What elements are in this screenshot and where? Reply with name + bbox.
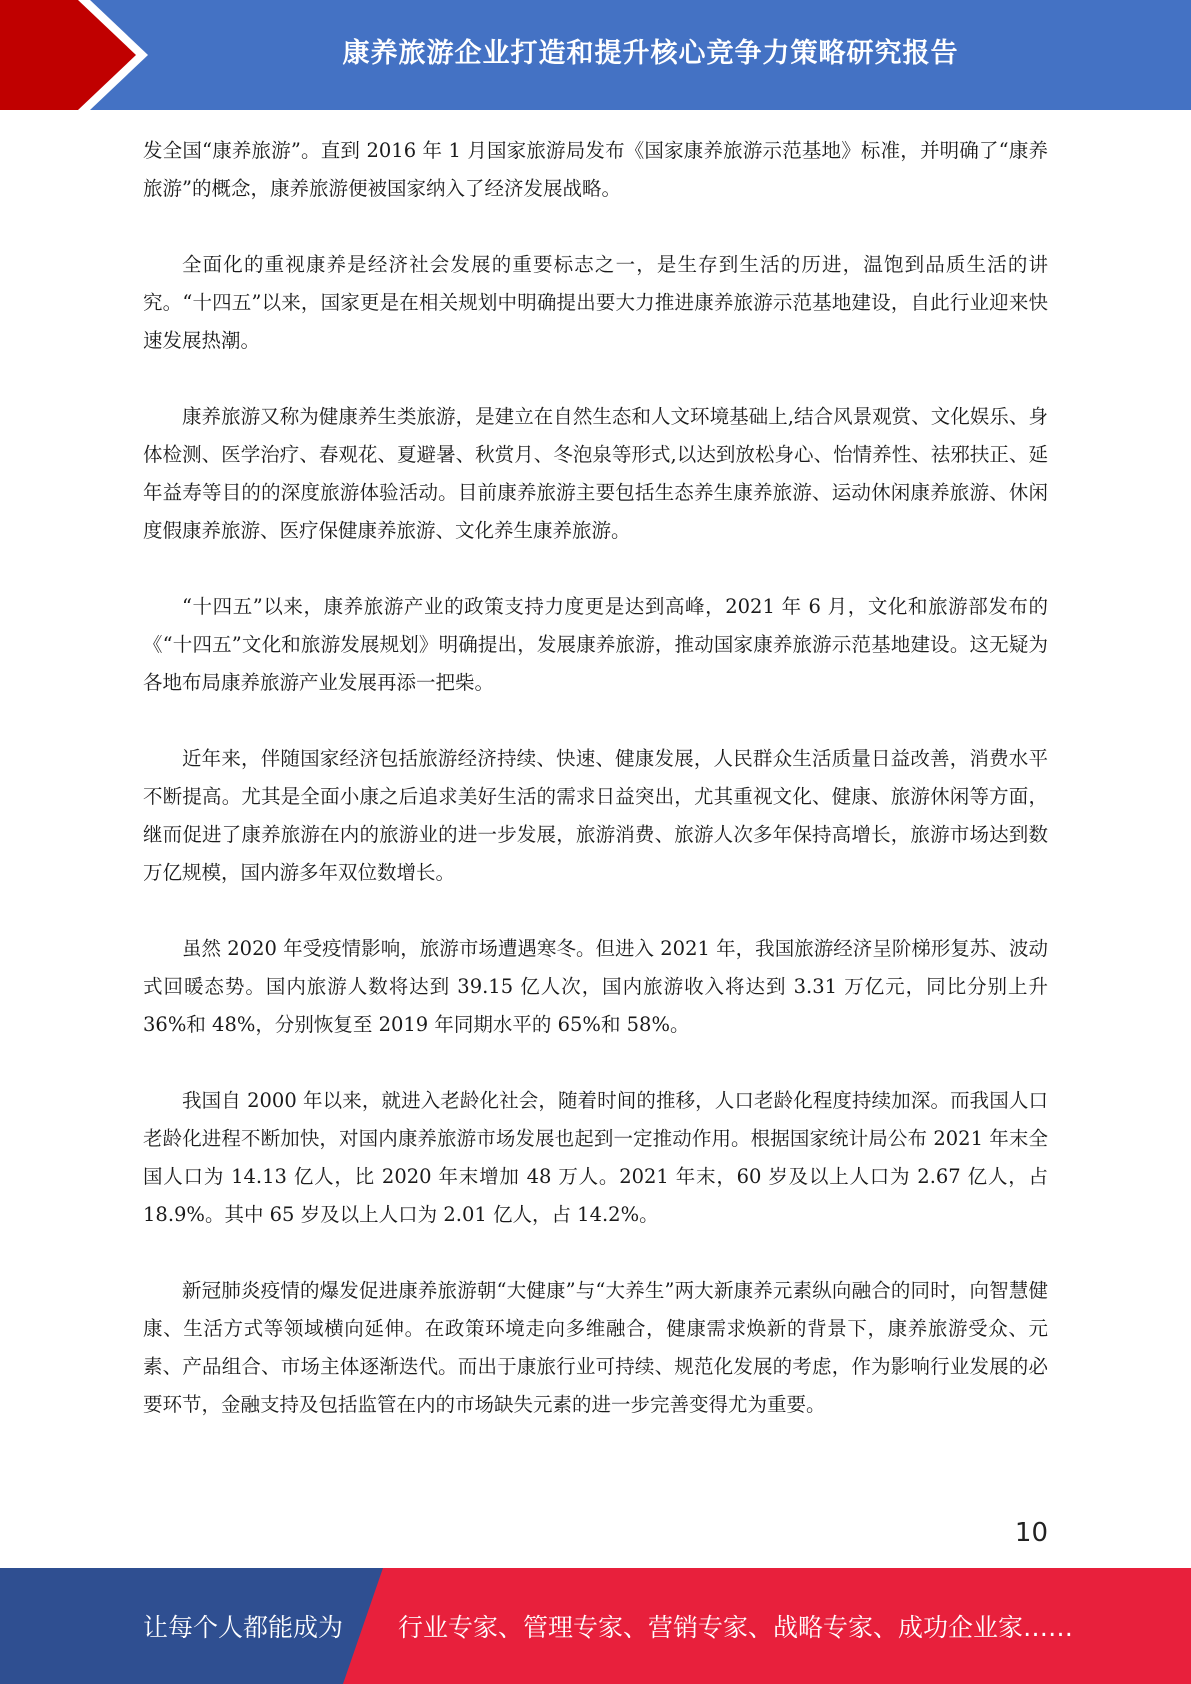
paragraph: 近年来，伴随国家经济包括旅游经济持续、快速、健康发展，人民群众生活质量日益改善，消费水平不断提高。尤其是全面小康之后追求美好生活的需求日益突出，尤其重视文化、健康、旅游休闲等方面，继而促进了康养旅游在内的旅游业的进一步发展，旅游消费、旅游人次多年保持高增长，旅游市场达到数万亿规模，国内游多年双位数增长。 — [143, 747, 1048, 884]
paragraph: 全面化的重视康养是经济社会发展的重要标志之一，是生存到生活的历进，温饱到品质生活的讲究。“十四五”以来，国家更是在相关规划中明确提出要大力推进康养旅游示范基地建设，自此行业迎来快速发展热潮。 — [143, 253, 1048, 352]
paragraph: 发全国“康养旅游”。直到 2016 年 1 月国家旅游局发布《国家康养旅游示范基地》标准，并明确了“康养旅游”的概念，康养旅游便被国家纳入了经济发展战略。 — [143, 139, 1048, 200]
paragraph: “十四五”以来，康养旅游产业的政策支持力度更是达到高峰，2021 年 6 月，文化和旅游部发布的《“十四五”文化和旅游发展规划》明确提出，发展康养旅游，推动国家康养旅游示范基地建设。这无疑为各地布局康养旅游产业发展再添一把柴。 — [143, 595, 1048, 694]
footer-slogan-left: 让每个人都能成为 — [143, 1613, 344, 1642]
paragraph: 康养旅游又称为健康养生类旅游，是建立在自然生态和人文环境基础上,结合风景观赏、文化娱乐、身体检测、医学治疗、春观花、夏避暑、秋赏月、冬泡泉等形式,以达到放松身心、怡情养性、祛邪扶正、延年益寿等目的的深度旅游体验活动。目前康养旅游主要包括生态养生康养旅游、运动休闲康养旅游、休闲度假康养旅游、医疗保健康养旅游、文化养生康养旅游。 — [143, 405, 1048, 542]
page-footer — [0, 1568, 1191, 1684]
report-title: 康养旅游企业打造和提升核心竞争力策略研究报告 — [342, 37, 959, 69]
page-header — [0, 0, 1191, 110]
footer-slogan-right: 行业专家、管理专家、营销专家、战略专家、成功企业家…… — [398, 1613, 1074, 1642]
paragraph: 新冠肺炎疫情的爆发促进康养旅游朝“大健康”与“大养生”两大新康养元素纵向融合的同时，向智慧健康、生活方式等领域横向延伸。在政策环境走向多维融合，健康需求焕新的背景下，康养旅游受众、元素、产品组合、市场主体逐渐迭代。而出于康旅行业可持续、规范化发展的考虑，作为影响行业发展的必要环节，金融支持及包括监管在内的市场缺失元素的进一步完善变得尤为重要。 — [143, 1279, 1048, 1416]
paragraph: 虽然 2020 年受疫情影响，旅游市场遭遇寒冬。但进入 2021 年，我国旅游经济呈阶梯形复苏、波动式回暖态势。国内旅游人数将达到 39.15 亿人次，国内旅游收入将达到 3.31 万亿元，同比分别上升 36%和 48%，分别恢复至 2019 年同期水平的 65%和 58%。 — [143, 937, 1048, 1036]
body-text — [143, 132, 1048, 1462]
page-number: 10 — [1014, 1518, 1048, 1548]
paragraph: 我国自 2000 年以来，就进入老龄化社会，随着时间的推移，人口老龄化程度持续加深。而我国人口老龄化进程不断加快，对国内康养旅游市场发展也起到一定推动作用。根据国家统计局公布 2021 年末全国人口为 14.13 亿人，比 2020 年末增加 48 万人。2021 年末，60 岁及以上人口为 2.67 亿人，占 18.9%。其中 65 岁及以上人口为 2.01 亿人，占 14.2%。 — [143, 1089, 1048, 1226]
